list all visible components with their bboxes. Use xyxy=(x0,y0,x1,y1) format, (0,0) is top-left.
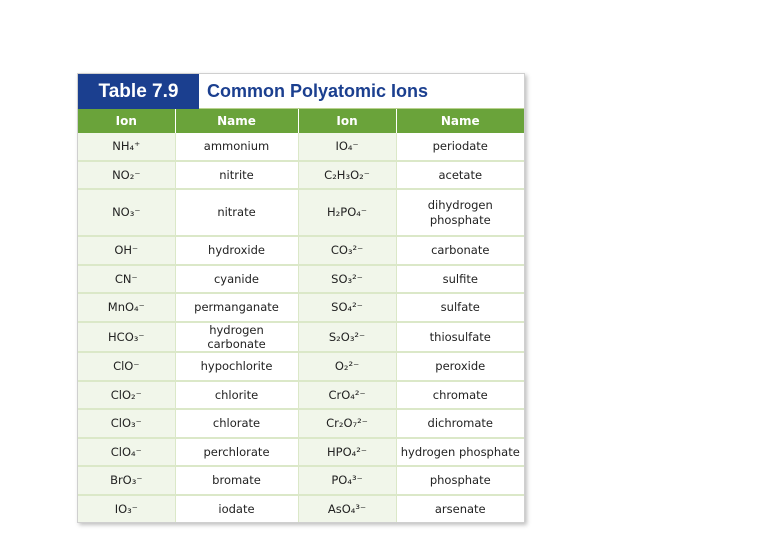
name-cell: phosphate xyxy=(396,466,524,495)
column-header-row xyxy=(78,109,524,133)
ion-cell: IO₃⁻ xyxy=(78,495,175,523)
table-row xyxy=(78,409,524,438)
name-cell: nitrite xyxy=(175,161,298,190)
table-row xyxy=(78,293,524,322)
table-row xyxy=(78,133,524,161)
table-row xyxy=(78,466,524,495)
name-cell: sulfite xyxy=(396,265,524,294)
ion-cell: CrO₄²⁻ xyxy=(298,381,396,410)
table-row xyxy=(78,322,524,353)
table-row xyxy=(78,236,524,265)
table-row xyxy=(78,381,524,410)
ion-cell: NH₄⁺ xyxy=(78,133,175,161)
name-cell: permanganate xyxy=(175,293,298,322)
table-row xyxy=(78,161,524,190)
ion-cell: CN⁻ xyxy=(78,265,175,294)
ion-cell: O₂²⁻ xyxy=(298,352,396,381)
name-cell: sulfate xyxy=(396,293,524,322)
table-row xyxy=(78,495,524,523)
column-header-ion: Ion xyxy=(78,109,175,133)
polyatomic-ions-table xyxy=(78,109,524,522)
ion-cell: CO₃²⁻ xyxy=(298,236,396,265)
ion-cell: NO₂⁻ xyxy=(78,161,175,190)
name-cell: thiosulfate xyxy=(396,322,524,353)
name-cell: carbonate xyxy=(396,236,524,265)
name-cell: hydrogen phosphate xyxy=(396,438,524,467)
name-cell: hypochlorite xyxy=(175,352,298,381)
ion-cell: IO₄⁻ xyxy=(298,133,396,161)
name-cell: cyanide xyxy=(175,265,298,294)
name-cell: hydrogen carbonate xyxy=(175,322,298,353)
name-cell: hydroxide xyxy=(175,236,298,265)
column-header-name: Name xyxy=(396,109,524,133)
ion-cell: SO₃²⁻ xyxy=(298,265,396,294)
ion-cell: AsO₄³⁻ xyxy=(298,495,396,523)
name-cell: iodate xyxy=(175,495,298,523)
table-row xyxy=(78,265,524,294)
name-cell: dihydrogen phosphate xyxy=(396,189,524,236)
ion-cell: C₂H₃O₂⁻ xyxy=(298,161,396,190)
table-row xyxy=(78,352,524,381)
ion-cell: S₂O₃²⁻ xyxy=(298,322,396,353)
ion-cell: H₂PO₄⁻ xyxy=(298,189,396,236)
name-cell: chlorite xyxy=(175,381,298,410)
name-cell: acetate xyxy=(396,161,524,190)
table-row xyxy=(78,189,524,236)
ion-cell: PO₄³⁻ xyxy=(298,466,396,495)
ion-cell: NO₃⁻ xyxy=(78,189,175,236)
ion-cell: OH⁻ xyxy=(78,236,175,265)
column-header-name: Name xyxy=(175,109,298,133)
table-row xyxy=(78,438,524,467)
polyatomic-ions-table-card xyxy=(77,73,525,523)
table-title: Common Polyatomic Ions xyxy=(199,74,524,109)
name-cell: nitrate xyxy=(175,189,298,236)
table-number-label: Table 7.9 xyxy=(78,74,199,109)
ion-cell: ClO₄⁻ xyxy=(78,438,175,467)
ion-cell: Cr₂O₇²⁻ xyxy=(298,409,396,438)
name-cell: dichromate xyxy=(396,409,524,438)
column-header-ion: Ion xyxy=(298,109,396,133)
ion-cell: SO₄²⁻ xyxy=(298,293,396,322)
ion-cell: HPO₄²⁻ xyxy=(298,438,396,467)
name-cell: perchlorate xyxy=(175,438,298,467)
name-cell: arsenate xyxy=(434,501,486,516)
ion-cell: HCO₃⁻ xyxy=(78,322,175,353)
name-cell: chromate xyxy=(396,381,524,410)
table-header xyxy=(78,74,524,109)
ion-cell: ClO₂⁻ xyxy=(78,381,175,410)
name-cell: bromate xyxy=(175,466,298,495)
name-cell: peroxide xyxy=(396,352,524,381)
name-cell: ammonium xyxy=(175,133,298,161)
ion-cell: BrO₃⁻ xyxy=(78,466,175,495)
name-cell: chlorate xyxy=(175,409,298,438)
ion-cell: ClO₃⁻ xyxy=(78,409,175,438)
ion-cell: ClO⁻ xyxy=(78,352,175,381)
ion-cell: MnO₄⁻ xyxy=(78,293,175,322)
name-cell: periodate xyxy=(396,133,524,161)
